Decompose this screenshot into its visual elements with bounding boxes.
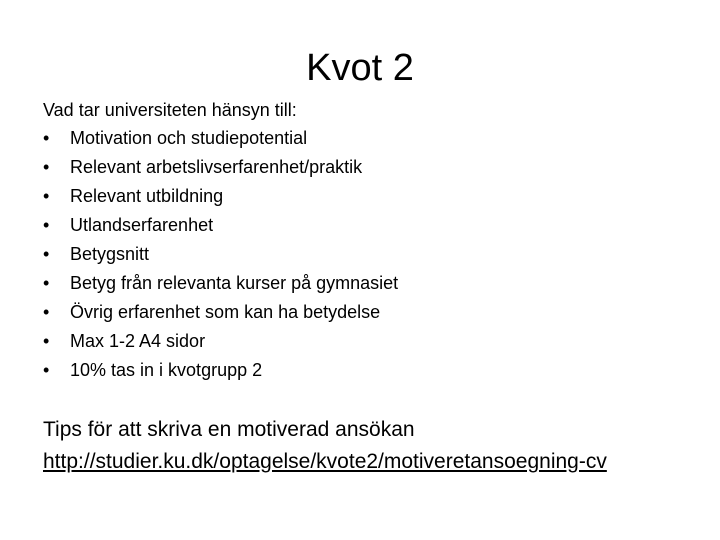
- list-item: [43, 211, 683, 240]
- list-item: [43, 153, 683, 182]
- list-item-text: Max 1-2 A4 sidor: [70, 331, 206, 351]
- list-item-text: Relevant utbildning: [70, 186, 224, 206]
- bullet-icon: •: [43, 215, 50, 235]
- list-item: [43, 327, 683, 356]
- list-item: [43, 124, 683, 153]
- slide-title: [0, 44, 720, 92]
- criteria-list: [43, 124, 683, 385]
- list-item: [43, 240, 683, 269]
- tips-section: [43, 414, 703, 478]
- list-item-text: Betyg från relevanta kurser på gymnasiet: [70, 273, 399, 293]
- tips-heading: Tips för att skriva en motiverad ansökan: [43, 418, 415, 441]
- list-item: [43, 182, 683, 211]
- slide-title-text: Kvot 2: [306, 47, 414, 89]
- list-item: [43, 269, 683, 298]
- list-item-text: Övrig erfarenhet som kan ha betydelse: [70, 302, 381, 322]
- bullet-icon: •: [43, 157, 50, 177]
- list-item-text: Relevant arbetslivserfarenhet/praktik: [70, 157, 363, 177]
- bullet-icon: •: [43, 302, 50, 322]
- list-item-text: Utlandserfarenhet: [70, 215, 214, 235]
- bullet-icon: •: [43, 186, 50, 206]
- slide-body: [43, 96, 683, 385]
- list-item-text: Motivation och studiepotential: [70, 128, 308, 148]
- bullet-icon: •: [43, 273, 50, 293]
- list-item-text: Betygsnitt: [70, 244, 150, 264]
- list-item: [43, 298, 683, 327]
- tips-link[interactable]: http://studier.ku.dk/optagelse/kvote2/motiveretansoegning-cv: [43, 450, 607, 473]
- bullet-icon: •: [43, 128, 50, 148]
- list-item-text: 10% tas in i kvotgrupp 2: [70, 360, 263, 380]
- bullet-icon: •: [43, 244, 50, 264]
- bullet-icon: •: [43, 331, 50, 351]
- bullet-icon: •: [43, 360, 50, 380]
- list-item: [43, 356, 683, 385]
- intro-text: Vad tar universiteten hänsyn till:: [43, 100, 297, 120]
